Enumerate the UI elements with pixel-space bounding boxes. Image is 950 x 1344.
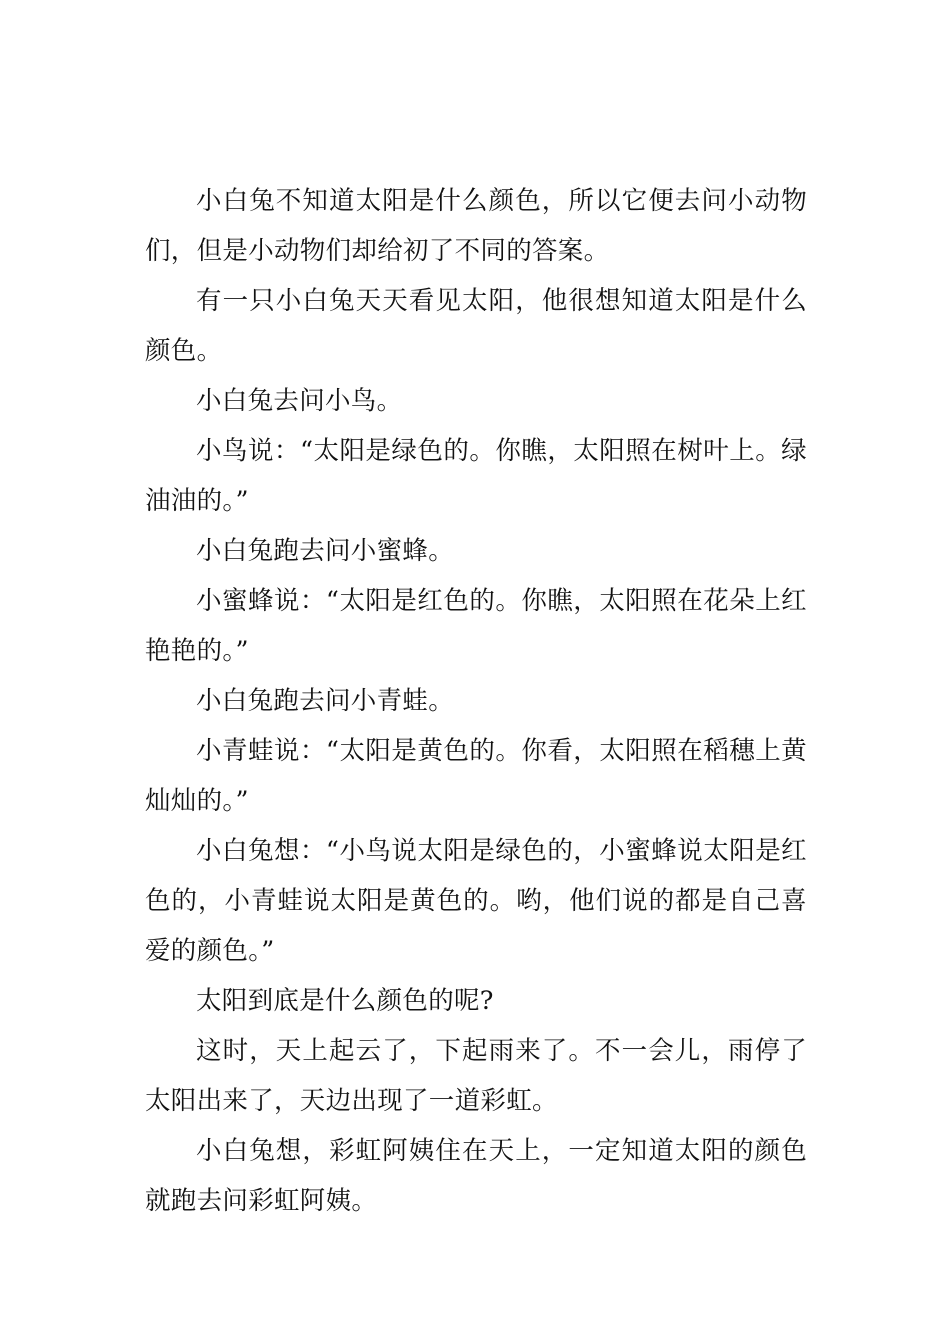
paragraph-12: 小白兔想，彩虹阿姨住在天上，一定知道太阳的颜色就跑去问彩虹阿姨。 [145, 1136, 807, 1216]
paragraph-11: 这时，天上起云了，下起雨来了。不一会儿，雨停了太阳出来了，天边出现了一道彩虹。 [145, 1036, 807, 1116]
paragraph-6: 小蜜蜂说：“太阳是红色的。你瞧，太阳照在花朵上红艳艳的。” [145, 586, 807, 666]
paragraph-7: 小白兔跑去问小青蛙。 [196, 686, 455, 716]
paragraph-3: 小白兔去问小鸟。 [196, 386, 403, 416]
paragraph-8: 小青蛙说：“太阳是黄色的。你看，太阳照在稻穗上黄灿灿的。” [145, 736, 807, 816]
paragraph-5: 小白兔跑去问小蜜蜂。 [196, 536, 455, 566]
paragraph-2: 有一只小白兔天天看见太阳，他很想知道太阳是什么颜色。 [145, 286, 807, 366]
paragraph-1: 小白兔不知道太阳是什么颜色，所以它便去问小动物们，但是小动物们却给初了不同的答案。 [145, 186, 807, 266]
paragraph-4: 小鸟说：“太阳是绿色的。你瞧，太阳照在树叶上。绿油油的。” [145, 436, 807, 516]
paragraph-9: 小白兔想：“小鸟说太阳是绿色的，小蜜蜂说太阳是红色的，小青蛙说太阳是黄色的。哟，他们说的都是自己喜爱的颜色。” [145, 836, 807, 966]
document-body [145, 176, 807, 1226]
paragraph-10: 太阳到底是什么颜色的呢? [196, 986, 494, 1016]
